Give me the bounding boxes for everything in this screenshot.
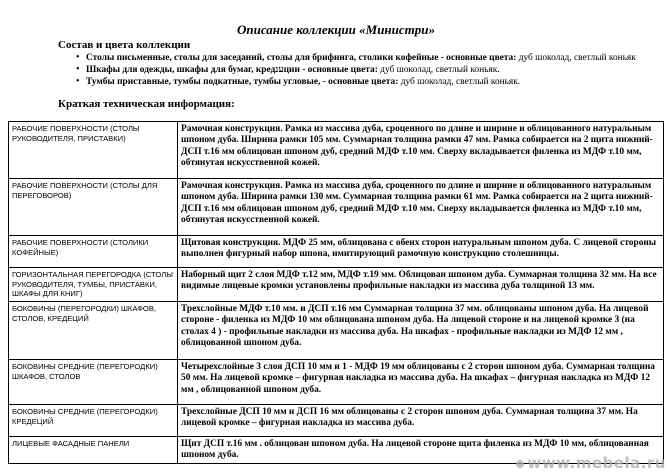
composition-heading: Состав и цвета коллекции <box>58 39 191 51</box>
watermark-text: www.mebela.ru <box>527 454 666 472</box>
list-item-colors: дуб шоколад, светлый коньяк <box>518 53 636 63</box>
table-row <box>9 122 664 179</box>
row-description: Трехслойные МДФ т.10 мм. и ДСП т.16 мм Суммарная толщина 37 мм. облицованы шпоном дуба. На лицевой стороне - филенка из МДФ 10 мм облицована шпоном дуба. На лицевой стороне и на лицевой кромке 3 (на столах 4 ) - профильные накладки из массива дуба. На шкафах - профильные накладки из МДФ 12 мм , облицованной шпоном дуба. <box>178 302 664 360</box>
table-row <box>9 179 664 236</box>
list-item-text: Шкафы для одежды, шкафы для бумаг, кредענции - основные цвета: <box>86 65 378 75</box>
table-row <box>9 268 664 302</box>
list-item <box>76 64 666 76</box>
tech-heading: Краткая техническая информация: <box>58 98 235 110</box>
tech-spec-table <box>8 121 664 464</box>
list-item-text: Тумбы приставные, тумбы подкатные, тумбы угловые, - основные цвета: <box>86 77 399 87</box>
document-title: Описание коллекции «Министри» <box>236 22 435 37</box>
row-label: РАБОЧИЕ ПОВЕРХНОСТИ (СТОЛЫ РУКОВОДИТЕЛЯ, ПРИСТАВКИ) <box>9 122 178 179</box>
table-row <box>9 302 664 360</box>
list-item <box>76 76 666 88</box>
row-description: Рамочная конструкция. Рамка из массива дуба, сроценного по длине и ширине и облицованного натуральным шпоном дуба. Ширина рамки 105 мм. Суммарная толщина рамки 47 мм. Рамка собирается на 2 щита нижний- ДСП т.16 мм облицован шпоном дуб, средний МДФ т.10 мм. Сверху вкладывается филенка из МДФ т.10 мм, обтянутая искусственной кожей. <box>178 122 664 179</box>
globe-icon <box>516 460 524 468</box>
table-row <box>9 236 664 268</box>
row-description: Четырехслойные 3 слоя ДСП 10 мм и 1 - МДФ 19 мм облицованы с 2 сторон шпоном дуба. Суммарная толщина 50 мм. На лицевой кромке – фигурная накладка из массива дуба. На шкафах – фигурная накладка из МДФ 12 мм , облицованной шпоном дуба. <box>178 360 664 405</box>
row-description: Щит ДСП т.16 мм . облицован шпоном дуба. На лицевой стороне щита филенка из МДФ 10 мм, облицованная шпоном дуба. <box>178 437 664 464</box>
row-description: Рамочная конструкция. Рамка из массива дуба, сроценного по длине и ширине и облицованного натуральным шпоном дуба. Ширина рамки 130 мм. Суммарная толщина рамки 61 мм. Рамка собирается на 2 щита нижний- ДСП т.16 мм облицован шпоном дуб, средний МДФ т.10 мм. Сверху вкладывается филенка из МДФ т.10 мм, обтянутая искусственной кожей. <box>178 179 664 236</box>
row-label: БОКОВИНЫ (ПЕРЕГОРОДКИ) ШКАФОВ, СТОЛОВ, КРЕДЕЦИЙ <box>9 302 178 360</box>
row-label: ЛИЦЕВЫЕ ФАСАДНЫЕ ПАНЕЛИ <box>9 437 178 464</box>
list-item <box>76 52 666 64</box>
list-item-text: Столы письменные, столы для заседаний, столы для брифинга, столики кофейные - основные цвета: <box>86 53 517 63</box>
row-label: БОКОВИНЫ СРЕДНИЕ (ПЕРЕГОРОДКИ) ШКАФОВ, СТОЛОВ <box>9 360 178 405</box>
row-label: ГОРИЗОНТАЛЬНАЯ ПЕРЕГОРОДКА (СТОЛЫ РУКОВОДИТЕЛЯ, ТУМБЫ, ПРИСТАВКИ, ШКАФЫ ДЛЯ КНИГ) <box>9 268 178 302</box>
list-item-colors: дуб шоколад, светлый коньяк. <box>380 65 500 75</box>
table-row <box>9 360 664 405</box>
table-row <box>9 405 664 437</box>
list-item-colors: дуб шоколад, светлый коньяк. <box>400 77 521 87</box>
row-label: РАБОЧИЕ ПОВЕРХНОСТИ (СТОЛИКИ КОФЕЙНЫЕ) <box>9 236 178 268</box>
row-description: Щитовая конструкция. МДФ 25 мм, облицована с обеих сторон натуральным шпоном дуба. С лицевой стороны выполнен фигурный набор шпона, имитирующий рамочную конструкцию столешницы. <box>178 236 664 268</box>
row-label: БОКОВИНЫ СРЕДНИЕ (ПЕРЕГОРОДКИ) КРЕДЕЦИЙ <box>9 405 178 437</box>
row-description: Трехслойные ДСП 10 мм и ДСП 16 мм облицованы с 2 сторон шпоном дуба. Суммарная толщина 37 мм. На лицевой кромке – фигурная накладка из массива дуба. <box>178 405 664 437</box>
composition-list <box>76 52 666 88</box>
row-description: Наборный щит 2 слоя МДФ т.12 мм, МДФ т.19 мм. Облицован шпоном дуба. Суммарная толщина 32 мм. На все видимые лицевые кромки установлены профильные накладки из массива дуба толщиной 13 мм. <box>178 268 664 302</box>
row-label: РАБОЧИЕ ПОВЕРХНОСТИ (СТОЛЫ ДЛЯ ПЕРЕГОВОРОВ) <box>9 179 178 236</box>
site-watermark <box>516 454 666 472</box>
